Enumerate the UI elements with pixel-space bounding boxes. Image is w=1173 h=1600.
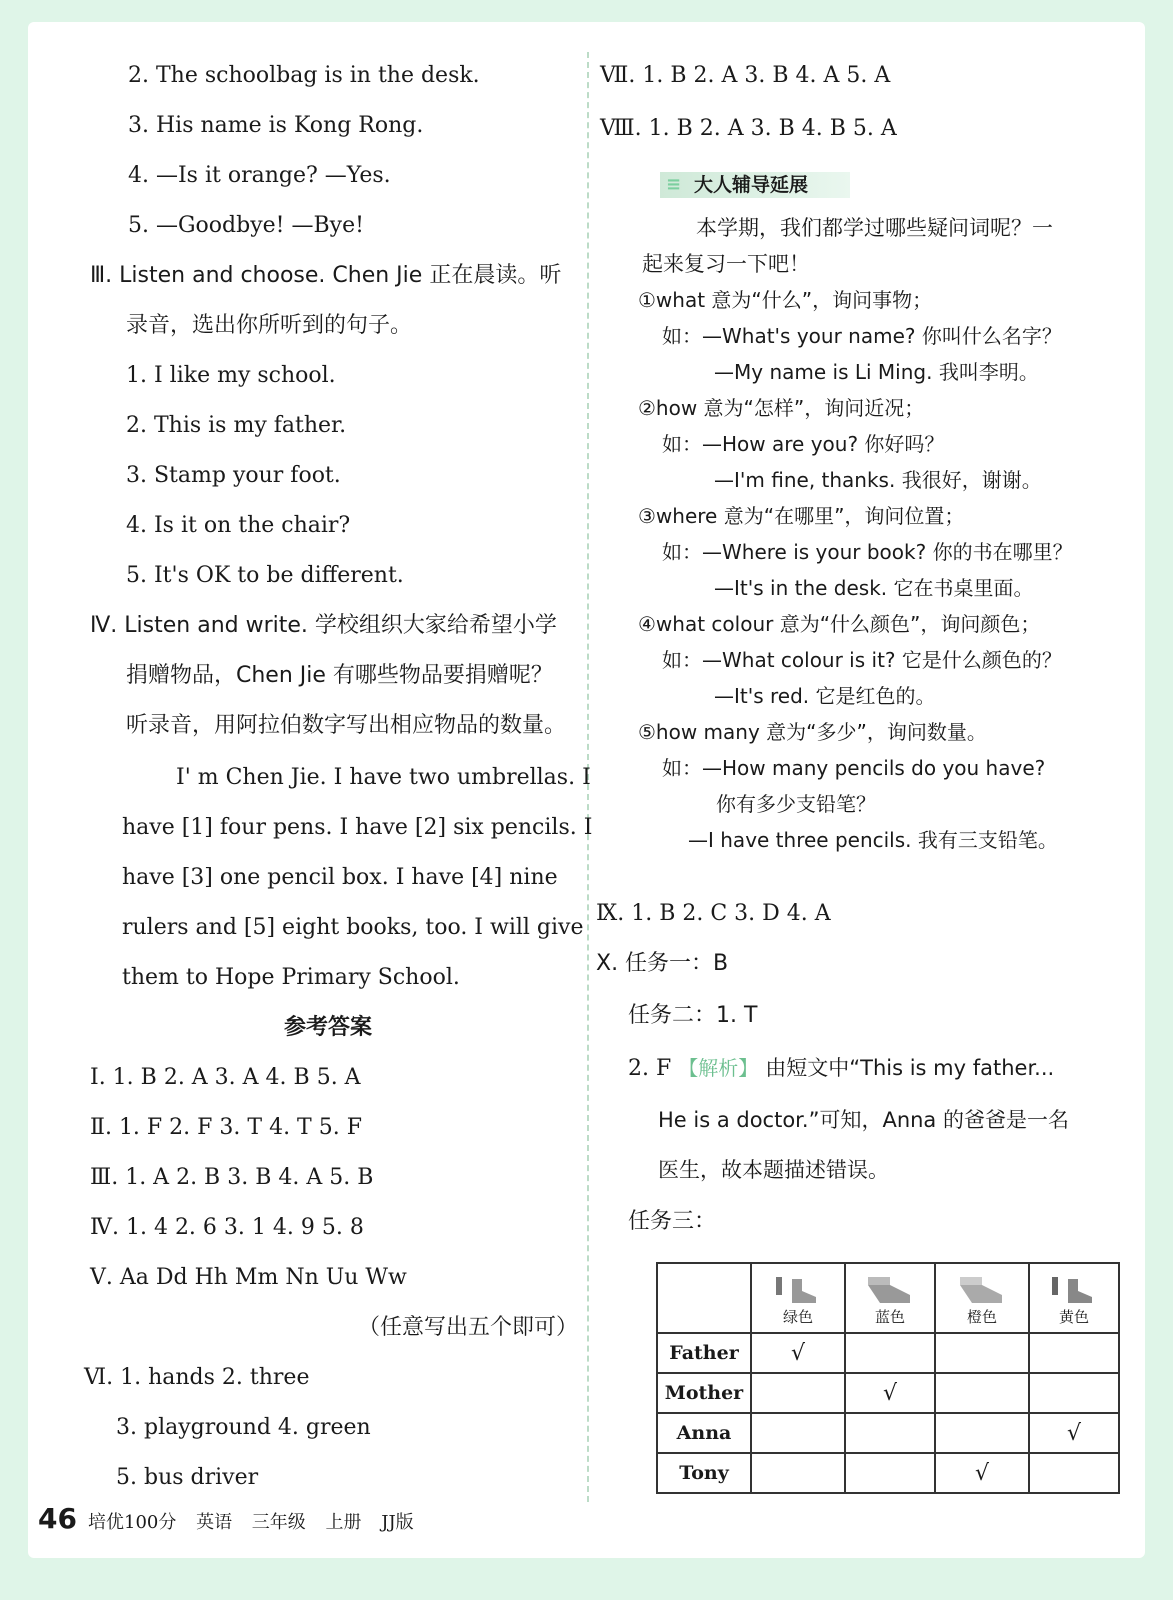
row-name: Tony	[657, 1453, 751, 1493]
analysis-line-1: 由短文中“This is my father...	[765, 1056, 1055, 1080]
row-name: Mother	[657, 1373, 751, 1413]
guide-line-14: —It's red. 它是红色的。	[714, 684, 936, 708]
guide-line-8: —I'm fine, thanks. 我很好，谢谢。	[714, 468, 1042, 492]
color-label-orange: 橙色	[966, 1308, 997, 1326]
answer-row-6: Ⅵ. 1. hands 2. three	[84, 1365, 310, 1390]
shoe-icon	[770, 1275, 826, 1305]
guide-line-17: 你有多少支铅笔？	[716, 792, 876, 816]
passage-line-5: them to Hope Primary School.	[122, 965, 460, 990]
passage-line-1: I' m Chen Jie. I have two umbrellas. I	[176, 765, 591, 790]
guide-badge	[660, 172, 850, 198]
row-name: Anna	[657, 1413, 751, 1453]
guide-line-11: —It's in the desk. 它在书桌里面。	[714, 576, 1034, 600]
empty-cell	[845, 1413, 935, 1453]
answer-row-8-right: Ⅷ. 1. B 2. A 3. B 4. B 5. A	[600, 116, 897, 141]
task-3-label: 任务三：	[628, 1209, 717, 1234]
badge-lines-icon: ≡	[666, 174, 682, 195]
answer-row-10-right: Ⅹ. 任务一：B	[596, 951, 729, 976]
empty-cell	[845, 1333, 935, 1373]
empty-cell	[935, 1413, 1029, 1453]
empty-cell	[751, 1373, 845, 1413]
empty-cell	[845, 1453, 935, 1493]
section-4-heading-cont2: 听录音，用阿拉伯数字写出相应物品的数量。	[126, 713, 567, 738]
guide-line-9: ③where 意为“在哪里”，询问位置；	[638, 504, 965, 528]
color-col-yellow	[1029, 1263, 1119, 1333]
answer-row-5: Ⅴ. Aa Dd Hh Mm Nn Uu Ww	[90, 1265, 407, 1290]
guide-line-12: ④what colour 意为“什么颜色”，询问颜色；	[638, 612, 1041, 636]
guide-line-6: ②how 意为“怎样”，询问近况；	[638, 396, 925, 420]
analysis-line-3: 医生，故本题描述错误。	[658, 1158, 889, 1182]
guide-line-13: 如：—What colour is it? 它是什么颜色的？	[662, 648, 1062, 672]
answer-row-3: Ⅲ. 1. A 2. B 3. B 4. A 5. B	[90, 1165, 374, 1190]
table-row	[657, 1413, 1119, 1453]
guide-line-7: 如：—How are you? 你好吗？	[662, 432, 945, 456]
color-label-blue: 蓝色	[874, 1308, 905, 1326]
guide-line-18: —I have three pencils. 我有三支铅笔。	[688, 828, 1058, 852]
answers-title: 参考答案	[284, 1015, 373, 1040]
left-line-11: 5. It's OK to be different.	[126, 563, 404, 588]
task-3-table	[656, 1262, 1120, 1494]
empty-cell	[751, 1453, 845, 1493]
answer-row-7-right: Ⅶ. 1. B 2. A 3. B 4. A 5. A	[600, 63, 891, 88]
answer-row-9-right: Ⅸ. 1. B 2. C 3. D 4. A	[596, 901, 831, 926]
shoe-icon	[1046, 1275, 1102, 1305]
analysis-tag: 【解析】	[678, 1056, 759, 1080]
left-line-1: 2. The schoolbag is in the desk.	[128, 63, 480, 88]
answer-note: （任意写出五个即可）	[358, 1315, 579, 1340]
left-line-4: 5. —Goodbye! —Bye!	[128, 213, 364, 238]
guide-line-10: 如：—Where is your book? 你的书在哪里？	[662, 540, 1073, 564]
empty-cell	[1029, 1333, 1119, 1373]
color-col-orange	[935, 1263, 1029, 1333]
answer-row-2: Ⅱ. 1. F 2. F 3. T 4. T 5. F	[90, 1115, 362, 1140]
sock-icon	[954, 1275, 1010, 1305]
left-line-2: 3. His name is Kong Rong.	[128, 113, 424, 138]
color-label-yellow: 黄色	[1058, 1308, 1089, 1326]
left-line-10: 4. Is it on the chair?	[126, 513, 351, 538]
empty-cell	[935, 1373, 1029, 1413]
left-line-7: 1. I like my school.	[126, 363, 336, 388]
guide-line-1: 本学期，我们都学过哪些疑问词呢？一	[696, 216, 1053, 240]
answer-row-8: 5. bus driver	[116, 1465, 259, 1490]
section-4-heading: Ⅳ. Listen and write. 学校组织大家给希望小学	[90, 613, 557, 638]
answer-row-7: 3. playground 4. green	[116, 1415, 371, 1440]
table-corner	[657, 1263, 751, 1333]
empty-cell	[1029, 1453, 1119, 1493]
guide-line-4: 如：—What's your name? 你叫什么名字？	[662, 324, 1062, 348]
analysis-line-2: He is a doctor.”可知，Anna 的爸爸是一名	[658, 1108, 1069, 1132]
table-header-row	[657, 1263, 1119, 1333]
passage-line-4: rulers and [5] eight books, too. I will give	[122, 915, 584, 940]
page	[28, 22, 1145, 1558]
answer-row-1: Ⅰ. 1. B 2. A 3. A 4. B 5. A	[90, 1065, 361, 1090]
guide-line-2: 起来复习一下吧！	[642, 252, 810, 276]
passage-line-2: have [1] four pens. I have [2] six pencils. I	[122, 815, 593, 840]
footer-text: 培优100分 英语 三年级 上册 JJ版	[88, 1512, 414, 1533]
color-col-blue	[845, 1263, 935, 1333]
page-number: 46	[38, 1502, 77, 1535]
passage-line-3: have [3] one pencil box. I have [4] nine	[122, 865, 558, 890]
table-row	[657, 1453, 1119, 1493]
section-3-heading-cont: 录音，选出你所听到的句子。	[126, 313, 413, 338]
check-cell: √	[935, 1453, 1029, 1493]
guide-line-16: 如：—How many pencils do you have?	[662, 756, 1046, 780]
task-2-label: 任务二：1. T	[628, 1003, 758, 1028]
left-line-8: 2. This is my father.	[126, 413, 347, 438]
answer-row-4: Ⅳ. 1. 4 2. 6 3. 1 4. 9 5. 8	[90, 1215, 364, 1240]
check-cell: √	[845, 1373, 935, 1413]
left-line-9: 3. Stamp your foot.	[126, 463, 341, 488]
empty-cell	[935, 1333, 1029, 1373]
empty-cell	[751, 1413, 845, 1453]
row-name: Father	[657, 1333, 751, 1373]
left-line-3: 4. —Is it orange? —Yes.	[128, 163, 391, 188]
guide-line-3: ①what 意为“什么”，询问事物；	[638, 288, 933, 312]
table-row	[657, 1333, 1119, 1373]
badge-label: 大人辅导延展	[694, 174, 809, 196]
color-col-green	[751, 1263, 845, 1333]
section-4-heading-cont1: 捐赠物品，Chen Jie 有哪些物品要捐赠呢？	[126, 663, 553, 688]
check-cell: √	[1029, 1413, 1119, 1453]
sock-icon	[862, 1275, 918, 1305]
check-cell: √	[751, 1333, 845, 1373]
task-2-f: 2. F	[628, 1056, 672, 1081]
task-2-answer	[628, 1054, 1054, 1083]
guide-line-5: —My name is Li Ming. 我叫李明。	[714, 360, 1039, 384]
table-row	[657, 1373, 1119, 1413]
empty-cell	[1029, 1373, 1119, 1413]
section-3-heading: Ⅲ. Listen and choose. Chen Jie 正在晨读。听	[90, 263, 562, 288]
guide-line-15: ⑤how many 意为“多少”，询问数量。	[638, 720, 987, 744]
color-label-green: 绿色	[782, 1308, 813, 1326]
